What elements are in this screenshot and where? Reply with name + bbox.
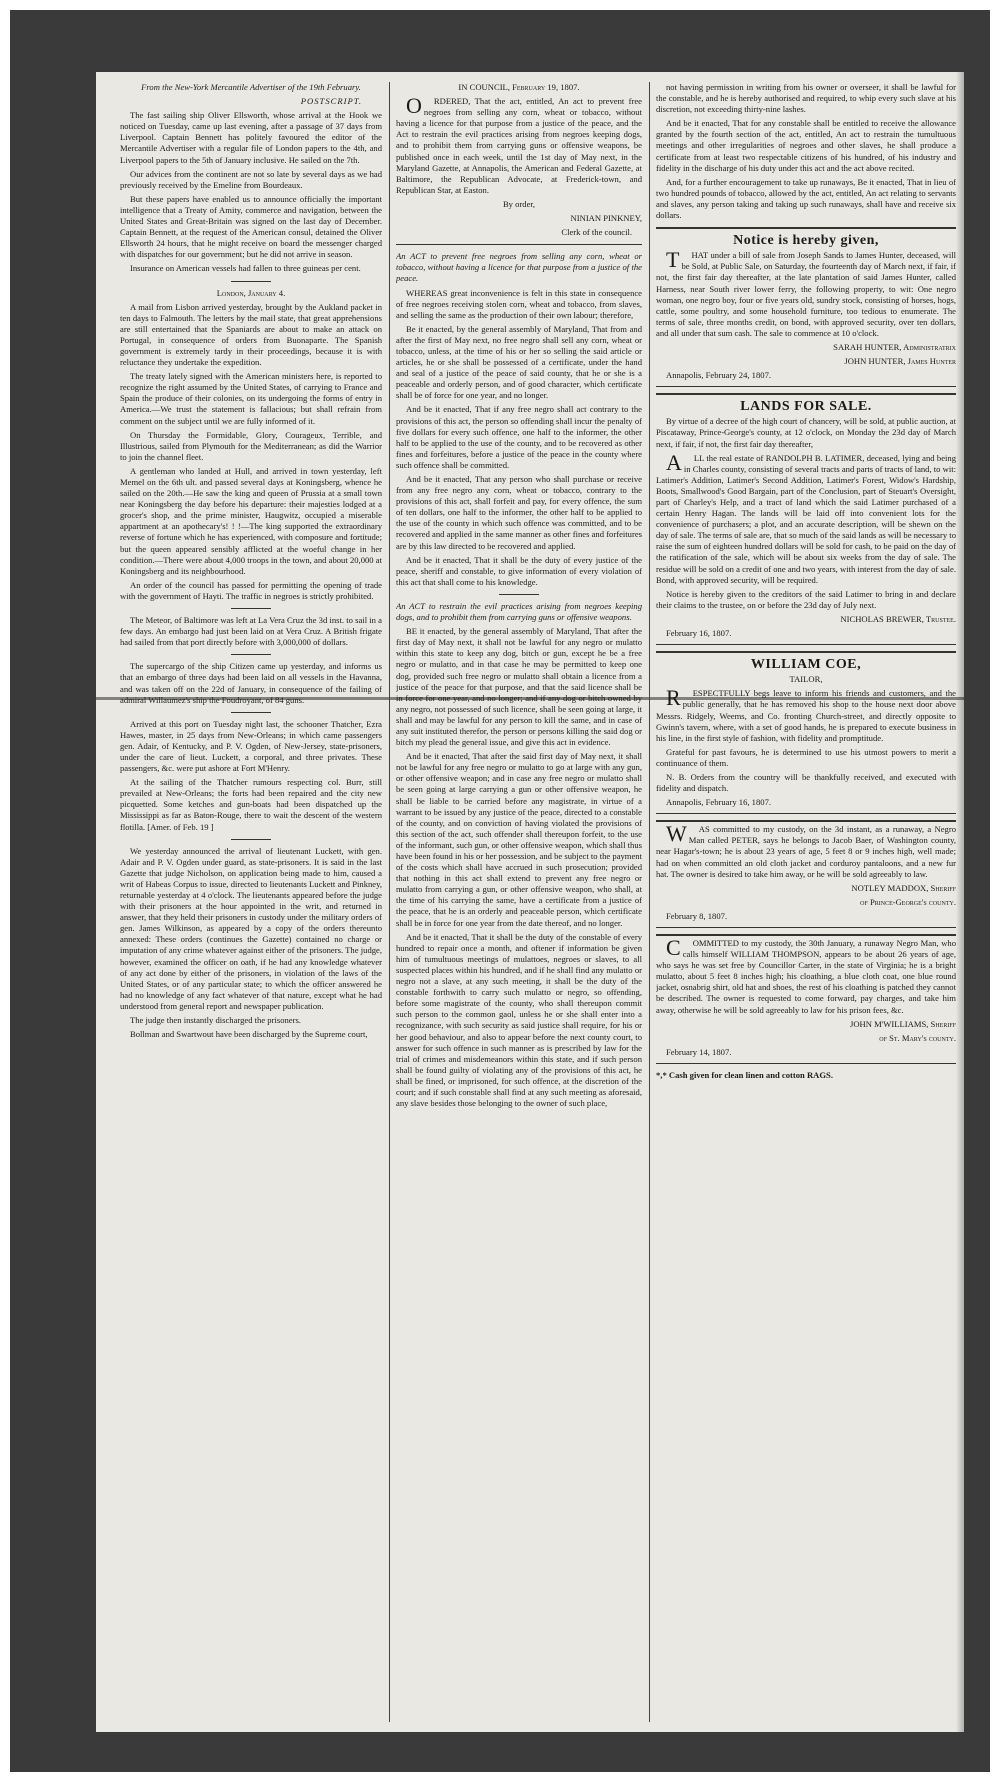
tailor-text: RESPECTFULLY begs leave to inform his friends and customers, and the public generally, that he has removed his shop to the house next door above Messrs. Ridgely, Weems, and Co. fronting Church-street, and directly opposite to Gwinn's tavern, where, with a set of good hands, he is prepared to execute business in his line, in the first style of fashion, with fidelity and promptitude.	[656, 685, 956, 743]
council-heading: IN COUNCIL, February 19, 1807.	[458, 82, 580, 92]
act-paragraph: Be it enacted, by the general assembly of Maryland, That from and after the first of May next, no free negro shall sell any corn, wheat or tobacco, unless, at the time of his or her so selling the said article or articles, he or she shall be possessed of a certificate, under the hand and seal of a justice of the peace of said county, that he or she is a peaceable and orderly person, and of good character, which certificate shall be of force for one year, and no longer.	[396, 323, 642, 401]
act-continuation: And be it enacted, That for any constable shall be entitled to receive the allowance granted by the fourth section of the act, entitled, An act to restrain the tumultuous meetings and other irregularities of negroes and other slaves, he shall produce a certificate from at least two respectable citizens of his hundred, of his industry and fidelity in the discharge of his duty under this act and the act above recited.	[656, 118, 956, 173]
notice-signature: SARAH HUNTER, Administratrix	[833, 341, 956, 352]
lands-advertisement	[656, 393, 956, 645]
lands-signature: NICHOLAS BREWER, Trustee.	[840, 613, 956, 624]
news-paragraph: Our advices from the continent are not so late by several days as we had previously received by the Emeline from Bourdeaux.	[120, 168, 382, 190]
act-paragraph: And be it enacted, That it shall be the duty of every justice of the peace, sheriff and constable, to give information of every violation of this act that shall come to his knowledge.	[396, 554, 642, 587]
news-paragraph: Arrived at this port on Tuesday night last, the schooner Thatcher, Ezra Hawes, master, in 25 days from New-Orleans; in which came passengers gen. Adair, of Kentucky, and P. V. Ogden, of New-Jersey, state-prisoners, under the care of lieut. Luckett, a corporal, and three privates. These passengers, &c. were put ashore at Fort M'Henry.	[120, 718, 382, 774]
tailor-heading: WILLIAM COE,	[750, 657, 862, 673]
news-paragraph: The judge then instantly discharged the prisoners.	[130, 1015, 301, 1026]
column-rule	[649, 82, 650, 1722]
notice-advertisement	[656, 227, 956, 387]
notice-heading: Notice is hereby given,	[733, 233, 879, 249]
notice-signature: JOHN HUNTER, James Hunter	[844, 356, 956, 367]
column-news	[120, 82, 382, 1722]
act-paragraph: And be it enacted, That it shall be the duty of the constable of every hundred to repair once a month, and oftener if information be given him of tumultuous meetings of mulattoes, negroes or slaves, to all suspected places within his hundred, and if he shall find any mulatto or negro not a slave, at any such meeting, it shall be the duty of the constable forthwith to carry such mulatto or negro, so offending, before some magistrate of the county, who shall thereupon commit such person to the common gaol, unless he or she shall enter into a recognizance, with such security as said justice shall require, for his or her good behaviour, and also to appear before the next county court, to answer for such offence in such manner as is prescribed by law for the trial of crimes and misdemeanors within this state, and if such person shall be found guilty of violating any of the provisions of this act, he shall be fined, or imprisoned, for such offence, at the discretion of the court; and if such constable shall find at any such meeting as aforesaid, any slave besides those belonging to the owner of such place,	[396, 931, 642, 1109]
news-paragraph: At the sailing of the Thatcher rumours respecting col. Burr, still prevailed at New-Orleans; the forts had been repaired and the city new picquetted. Some ketches and gun-boats had been dispatched up the Mississippi as far as Baton-Rouge, there to wait the descent of the western flotilla. [Amer. of Feb. 19 ]	[120, 777, 382, 832]
news-paragraph: The fast sailing ship Oliver Ellsworth, whose arrival at the Hook we noticed on Tuesday, came up last evening, after a passage of 37 days from Liverpool. Captain Bennett has politely favoured the editor of the Mercantile Advertiser with a regular file of London papers to the 4th, and Liverpool papers to the 5th of January inclusive. He sailed on the 7th.	[120, 110, 382, 165]
committed-signature: of St. Mary's county.	[879, 1032, 956, 1043]
council-order: ORDERED, That the act, entitled, An act to prevent free negroes from selling any corn, wheat or tobacco, without having a licence for that purpose from a justice of the peace, and the Act to restrain the evil practices arising from negroes keeping dogs, and to prohibit them from carrying guns or offensive weapons, be published once in each week, until the 1st day of May next, in the Maryland Gazette, at Annapolis, the American and Federal Gazette, at Baltimore, the Republican Advocate, at Frederick-town, and Republican Star, at Easton.	[396, 93, 642, 195]
lands-heading: LANDS FOR SALE.	[740, 399, 872, 415]
column-rule	[389, 82, 390, 1722]
notice-date: Annapolis, February 24, 1807.	[666, 370, 772, 381]
lands-date: February 16, 1807.	[666, 628, 732, 639]
lands-text: ALL the real estate of RANDOLPH B. LATIMER, deceased, lying and being in Charles county, consisting of several tracts and parts of tracts of land, to wit: Latimer's Addition, Latimer's Second Addition, Latimer's Forest, Widow's Hardship, Boots, Smallwood's Good Bargain, part of the Conclusion, part of Steuart's Oversight, part of Charley's Help, and a tract of land which the said Latimer purchased of a certain Henry Hagan. The lands will be laid off into convenient lots for the convenience of purchasers; a plot, and an accurate description, will be shewn on the day of sale. The terms of sale are, that so much of the said lands as will be necessary to raise the sum of eighteen hundred dollars will be sold for cash, to be paid on the day of the ratification of the sale, which will be about six weeks from the day of sale. The residue will be sold on a credit of one and two years, with interest from the day of sale. Bond, with approved security, will be required.	[656, 449, 956, 585]
newspaper-page	[96, 72, 964, 1732]
council-signer-title: Clerk of the council.	[561, 227, 632, 238]
news-paragraph: A gentleman who landed at Hull, and arrived in town yesterday, left Memel on the 6th ult. and passed several days at Koningsberg, whence he sailed on the 20th.—He saw the king and queen of Prussia at a small town near Koningsberg the day before his departure: their majesties lodged at a grocer's shop, and the prime minister, Haugwitz, occupied a miserable appartment at an apothecary's! ! !—The king supported the extraordinary reverse of fortune which he has experienced, with composure and fortitude; but the queen appeared sensibly afflicted at the woeful change in her condition.—There were about 4,000 troops in the town, and about 20,000 at Koningsberg and its neighbourhood.	[120, 465, 382, 576]
section-divider	[231, 281, 271, 282]
committed-signature: JOHN M'WILLIAMS, Sheriff	[849, 1018, 956, 1029]
london-dateline: London, January 4.	[216, 287, 286, 298]
news-paragraph: But these papers have enabled us to announce officially the important intelligence that a Treaty of Amity, commerce and navigation, between the United States and Great-Britain was signed on the last day of December. Captain Bennett, at the request of the American consul, detained the Oliver Ellsworth 24 hours, that he might receive on board the messenger charged with dispatches for our government; but he did not arrive in season.	[120, 193, 382, 260]
section-divider	[231, 712, 271, 713]
news-paragraph: The Meteor, of Baltimore was left at La Vera Cruz the 3d inst. to sail in a few days. An embargo had just been laid on at Vera Cruz. A British frigate had sailed from that port directly before with 3,000,000 of dollars.	[120, 615, 382, 648]
act-continuation: And, for a further encouragement to take up runaways, Be it enacted, That in lieu of two hundred pounds of tobacco, allowed by the act, entitled, An act relating to servants and slaves, any person taking and taking up such runaways, shall have and receive six dollars.	[656, 176, 956, 221]
rags-notice: *,* Cash given for clean linen and cotton RAGS.	[656, 1069, 833, 1080]
tailor-advertisement	[656, 651, 956, 814]
section-divider	[231, 839, 271, 840]
news-paragraph: On Thursday the Formidable, Glory, Courageux, Terrible, and Illustrious, sailed from Plymouth for the Mediterranean; as did the Warrior to join the channel fleet.	[120, 429, 382, 462]
section-divider	[396, 244, 642, 245]
act-paragraph: BE it enacted, by the general assembly of Maryland, That after the first day of May next, it shall not be lawful for any negro or mulatto within this state to keep any dog, bitch or gun, except he be a free negro or mulatto, and in that case he may be permitted to keep one dog, provided such free negro or mulatto shall obtain a licence from a justice of the peace for that purpose, and that the said licence shall be in force for one year, and no longer; and if any dog or bitch owned by any negro, not possessed of such licence, shall be seen going at large, it shall and may be lawful for any person to kill the same, and in case of any suit instituted therefor, the person or persons killing the said dog or bitch my plead the general issue, and give this act in evidence.	[396, 626, 642, 748]
section-divider	[231, 608, 271, 609]
runaway-notice	[656, 820, 956, 928]
committed-text: COMMITTED to my custody, the 30th January, a runaway Negro Man, who calls himself WILLIAM THOMPSON, appears to be about 26 years of age, who says he was set free by Councillor Carter, in the state of Virginia; he is a bright mulatto, about 5 feet 8 inches high; his cloathing, a blue cloth coat, one blue round jacket, osnabrig shirt, old hat and shoes, the rest of his cloathing is patched they cannot be described. The owner is requested to come forward, pay charges, and take him away, otherwise he will be sold agreeably to law for his prison fees, &c.	[656, 935, 956, 1015]
act-paragraph: And be it enacted, That after the said first day of May next, it shall not be lawful for any free negro or mulatto to go at large with any gun, or other offensive weapon; and in case any free negro or mulatto shall be seen going at large carrying a gun or other offensive weapon, he shall be liable to be carried before any magistrate, in virtue of a warrant to be issued by any justice of the peace, directed to a constable of the county, and on conviction of having violated the provisions of this section of the act, such offender shall thereupon forfeit, to the use of the informant, such gun, or other offensive weapon, which shall thus have been found in his or her possession, and be subject to the payment of the costs which shall have accrued in such prosecution; provided that nothing in this act shall extend to prevent any free negro or mulatto from carrying a gun, or other offensive weapon, who shall, at the time of his carrying the same, have a certificate from a justice of the peace, that he is an orderly and peaceable person, which certificate shall be in force for one year from the date thereof, and no longer.	[396, 751, 642, 928]
postscript-heading: POSTSCRIPT.	[300, 96, 362, 107]
council-signer: NINIAN PINKNEY,	[570, 213, 642, 224]
runaway-signature: of Prince-George's county.	[860, 896, 956, 907]
tailor-text: Grateful for past favours, he is determined to use his utmost powers to merit a continuance of them.	[656, 746, 956, 768]
act-title: An ACT to prevent free negroes from selling any corn, wheat or tobacco, without having a licence for that purpose from a justice of the peace.	[396, 251, 642, 284]
notice-text: THAT under a bill of sale from Joseph Sands to James Hunter, deceased, will be Sold, at Public Sale, on Saturday, the fourteenth day of March next, if fair, if not, the first fair day thereafter, at the late plantation of said James Hunter, called Harness, near South river lower ferry, the following property, to wit: One negro woman, one negro boy, four or five years old, sundry stock, consisting of horses, hogs, cattle, some poultry, and some household furniture, too tedious to enumerate. The terms of sale, three months credit, on bond, with approved security, over ten dollars, and all under that sum cash. The sale to commence at 10 o'clock.	[656, 247, 956, 338]
column-legislation	[396, 82, 642, 1722]
act-title: An ACT to restrain the evil practices arising from negroes keeping dogs, and to prohibit them from carrying guns or offensive weapons.	[396, 600, 642, 623]
news-paragraph: Bollman and Swartwout have been discharged by the Supreme court,	[130, 1029, 368, 1040]
column-advertisements	[656, 82, 956, 1722]
by-order: By order,	[502, 198, 536, 209]
runaway-signature: NOTLEY MADDOX, Sheriff	[851, 882, 956, 893]
lands-text: By virtue of a decree of the high court of chancery, will be sold, at public auction, at Piscataway, Prince-George's county, at 12 o'clock, on Monday the 23d day of March next, if fair, if not, the first fair day thereafter,	[656, 416, 956, 449]
runaway-text: WAS committed to my custody, on the 3d instant, as a runaway, a Negro Man called PETER, says he belongs to Jacob Baer, of Washington county, near Hagar's-town; he is about 23 years of age, 5 feet 8 or 9 inches high, well made; had on when committed an old cloth jacket and corduroy pantaloons, and a new fur hat. The owner is desired to take him away, or he will be sold agreeably to law.	[656, 821, 956, 879]
committed-date: February 14, 1807.	[666, 1046, 732, 1057]
act-paragraph: And be it enacted, That any person who shall purchase or receive from any free negro any corn, wheat or tobacco, contrary to the provisions of this act, shall forfeit and pay, for every offence, the sum of ten dollars, one half to the informer, the other half to be applied to the use of the county in which such offence was committed, and to be recovered and applied in the same manner as other fines and forfeitures are by this law directed to be recovered and applied.	[396, 474, 642, 551]
committed-notice	[656, 934, 956, 1064]
tailor-date: Annapolis, February 16, 1807.	[666, 797, 772, 808]
news-source-heading: From the New-York Mercantile Advertiser of the 19th February.	[141, 82, 361, 92]
news-paragraph: A mail from Lisbon arrived yesterday, brought by the Aukland packet in ten days to Falmouth. The letters by the mail state, that great apprehensions are still entertained that the Spaniards are about to make an attack on Portugal, in consequence of orders from Buonaparte. The Spanish government is extremely tardy in their proceedings, because it is with reluctance they undertake the expedition.	[120, 301, 382, 368]
news-paragraph: The treaty lately signed with the American ministers here, is reported to recognize the right assumed by the United States, of carrying to France and Spain the produce of their colonies, on its undergoing the forms of entry in America.—We trust the statement is fallacious; but shall refrain from comment on the subject until we are fully informed of it.	[120, 371, 382, 426]
act-paragraph: And be it enacted, That if any free negro shall act contrary to the provisions of this act, the person so offending shall incur the penalty of five dollars for every such offence, one half to the informer, the other half to be applied to the use of the county, and to be recovered as other fines and forfeitures, before a justice of the peace in the county where such offence shall be committed.	[396, 404, 642, 470]
news-paragraph: We yesterday announced the arrival of lieutenant Luckett, with gen. Adair and P. V. Ogden under guard, as state-prisoners. It is said in the last Gazette that judge Nicholson, on application being made to him, caused a writ of Habeas Corpus to issue, directed to lieutenants Luckett and Pinkney, returnable yesterday at 4 o'clock. The lieutenants appeared before the judge with their prisoners at the hour appointed in the writ, and returned in answer, that they held their prisoners in custody under the military orders of gen. James Wilkinson, as appeared by a copy of the orders thereunto annexed: These orders (continues the Gazette) contained no charge or imputation of any crime whatever against either of the prisoners. The judge, however, examined the officer on oath, if he had any knowledge whatever of any act done by either of the prisoners, in violation of the laws of the United States, or of any particular state; to which the officer answered he had no knowledge of any fact whatever of that nature, except what he had understood from general report and newspaper publication.	[120, 845, 382, 1011]
section-divider	[231, 654, 271, 655]
act-paragraph: WHEREAS great inconvenience is felt in this state in consequence of free negroes receiving stolen corn, wheat and tobacco, from slaves, and selling the same as the production of their own labour; therefore,	[396, 287, 642, 320]
news-paragraph: Insurance on American vessels had fallen to three guineas per cent.	[130, 263, 361, 274]
tailor-text: N. B. Orders from the country will be thankfully received, and executed with fidelity and dispatch.	[656, 771, 956, 794]
tailor-subheading: TAILOR,	[789, 674, 823, 685]
lands-text: Notice is hereby given to the creditors of the said Latimer to bring in and declare their claims to the trustee, on or before the 23d day of July next.	[656, 588, 956, 610]
news-paragraph: An order of the council has passed for permitting the opening of trade with the government of Hayti. The traffic in negroes is strictly prohibited.	[120, 579, 382, 601]
news-paragraph: The supercargo of the ship Citizen came up yesterday, and informs us that an embargo of three days had been laid on all vessels in the Havanna, and was taken off on the 22d of January, in consequence of the failing of admiral Willaumez's ship the Foudroyant, of 84 guns.	[120, 661, 382, 705]
act-continuation: not having permission in writing from his owner or overseer, it shall be lawful for the constable, and he is hereby authorised and required, to whip every such slave at his discretion, not exceeding thirty-nine lashes.	[656, 82, 956, 115]
section-divider	[499, 594, 539, 595]
runaway-date: February 8, 1807.	[666, 910, 728, 921]
